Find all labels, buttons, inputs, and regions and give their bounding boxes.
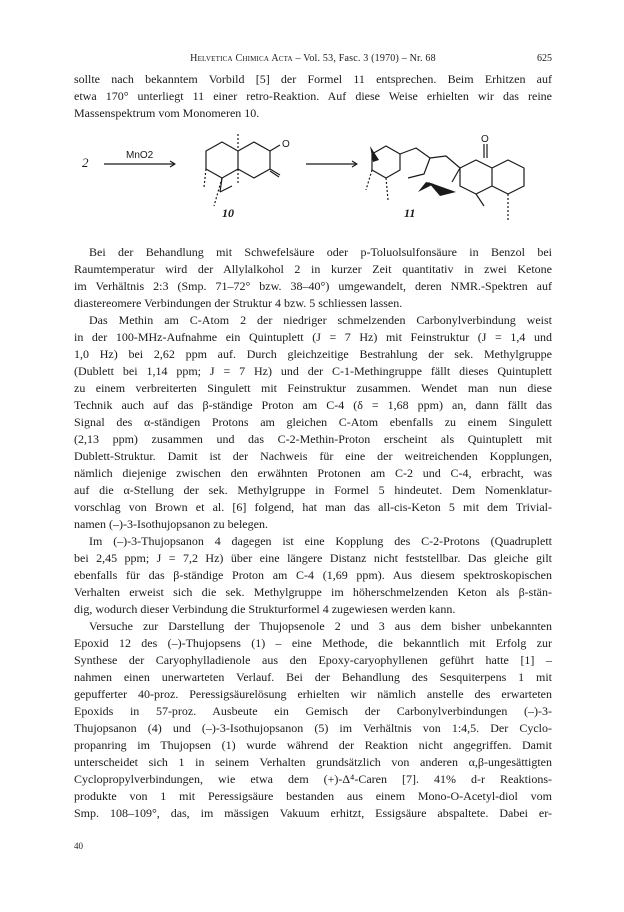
text-line: etwa 170° unterliegt 11 einer retro-Reaktion. Auf diese Weise erhielten wir das reine bbox=[74, 89, 552, 103]
folio-signature: 40 bbox=[74, 841, 83, 851]
text-line: Raumtemperatur wird der Allylalkohol 2 in kurzer Zeit quantitativ in zwei Ketone bbox=[74, 262, 552, 276]
text-line: produkte von 1 mit Peressigsäure bestanden aus einem Mono-O-Acetyl-diol vom bbox=[74, 789, 552, 803]
text-line: im Verhältnis 2:3 (Smp. 71–72° bzw. 38–40°) umgewandelt, deren NMR.-Spektren auf bbox=[74, 279, 552, 293]
text-line: unterscheidet sich 1 in seinem Verhalten grundsätzlich von anderen α,β-ungesättigten bbox=[74, 755, 552, 769]
text-line: Massenspektrum vom Monomeren 10. bbox=[74, 106, 260, 120]
carbonyl-oxygen-10: O bbox=[282, 139, 290, 150]
text-line: (Dublett bei 1,14 ppm; J = 7 Hz) und der C-1-Methingruppe fällt dieses Quintuplett bbox=[74, 364, 552, 378]
text-line: ebenfalls für das β-ständige Proton am C-4 (1,69 ppm). Aus diesem spektroskopischen bbox=[74, 568, 552, 582]
journal-name: Helvetica Chimica Acta bbox=[190, 53, 293, 64]
text-line: (2,13 ppm) zusammen und das C-2-Methin-Proton erscheint als Quintuplett mit bbox=[74, 432, 552, 446]
text-line: vorschlag von Brown et al. [6] folgend, hat man das all-cis-Keton 5 mit dem Trivial- bbox=[74, 500, 552, 514]
running-header bbox=[74, 53, 552, 67]
text-line: Verhalten erweist sich die sek. Methylgruppe im höherschmelzenden Keton als β-stän- bbox=[74, 585, 552, 599]
text-line: diastereomere Verbindungen der Struktur 4 bzw. 5 schliessen lassen. bbox=[74, 296, 403, 310]
carbonyl-oxygen-11: O bbox=[481, 134, 489, 145]
reactant-label: 2 bbox=[82, 155, 89, 170]
text-line: Signal des α-ständigen Protons am gleichen C-Atom ebenfalls zu einem Singulett bbox=[74, 415, 552, 429]
text-line: Epoxid 12 des (–)-Thujopsens (1) – eine Methode, die bekanntlich mit Erfolg zur bbox=[74, 636, 552, 650]
text-line: Smp. 108–109°, das, im mässigen Vakuum erhitzt, Essigsäure abspaltete. Dabei er- bbox=[74, 806, 552, 820]
reagent-label: MnO2 bbox=[126, 150, 154, 161]
text-line: Bei der Behandlung mit Schwefelsäure oder p-Toluolsulfonsäure in Benzol bei bbox=[89, 245, 552, 259]
text-line: auf die α-Stellung der sek. Methylgruppe in Formel 5 hindeutet. Dem Nomenklatur- bbox=[74, 483, 552, 497]
text-line: Thujopsanon (4) und (–)-3-Isothujopsanon (5) im Verhältnis von 1:4,5. Der Cyclo- bbox=[74, 721, 552, 735]
issue-info: – Vol. 53, Fasc. 3 (1970) – Nr. 68 bbox=[292, 53, 436, 64]
running-title bbox=[74, 53, 552, 64]
reaction-scheme bbox=[74, 134, 552, 240]
text-line: nahmen einen unerwarteten Verlauf. Bei der Behandlung des Sesquiterpens 1 mit bbox=[74, 670, 552, 684]
text-line: zu einem verbreiterten Singulett mit Feinstruktur zusammen. Wendet man nun diese bbox=[74, 381, 552, 395]
text-line: Im (–)-3-Thujopsanon 4 dagegen ist eine Kopplung des C-2-Protons (Quadruplett bbox=[89, 534, 552, 548]
text-line: Dublett-Struktur. Damit ist der Nachweis für eine der weitreichenden Kopplungen, bbox=[74, 449, 552, 463]
text-line: nämlich diejenige zwischen den erwähnten Protonen am C-2 und C-4, erbracht, was bbox=[74, 466, 552, 480]
text-line: Synthese der Caryophylladienole aus den Epoxy-caryophyllenen geführt hatte [1] – bbox=[74, 653, 552, 667]
text-line: Epoxids in 57-proz. Ausbeute ein Gemisch der Carbonylverbindungen (–)-3- bbox=[74, 704, 552, 718]
text-line: propanring im Thujopsen (1) wurde während der Reaktion nicht angegriffen. Damit bbox=[74, 738, 552, 752]
structure-11 bbox=[366, 144, 524, 220]
text-line: Technik auch auf das β-ständige Proton am C-4 (δ = 1,68 ppm) an, dann fällt das bbox=[74, 398, 552, 412]
page-number: 625 bbox=[537, 53, 552, 64]
compound-label-11: 11 bbox=[404, 206, 416, 220]
text-line: bei 2,45 ppm; J = 7,2 Hz) über eine längere Distanz nicht feststellbar. Das gleiche gilt bbox=[74, 551, 552, 565]
text-line: 1,0 Hz) bei 2,62 ppm auf. Durch gleichzeitige Bestrahlung der sek. Methylgruppe bbox=[74, 347, 552, 361]
text-line: in der 100-MHz-Aufnahme ein Quintuplett (J = 7 Hz) mit Feinstruktur (J = 1,4 und bbox=[74, 330, 552, 344]
structure-10 bbox=[204, 134, 280, 206]
compound-label-10: 10 bbox=[222, 206, 234, 220]
text-line: dig, wodurch dieser Verbindung die Strukturformel 4 zugewiesen werden kann. bbox=[74, 602, 456, 616]
text-line: sollte nach bekanntem Vorbild [5] der Formel 11 entsprechen. Beim Erhitzen auf bbox=[74, 72, 552, 86]
text-line: Cyclopropylverbindungen, wie etwa dem (+)-Δ⁴-Caren [7]. 41% d-r Reaktions- bbox=[74, 772, 552, 786]
text-line: Das Methin am C-Atom 2 der niedriger schmelzenden Carbonylverbindung weist bbox=[89, 313, 552, 327]
text-line: Versuche zur Darstellung der Thujopsenole 2 und 3 aus dem bisher unbekannten bbox=[89, 619, 552, 633]
text-line: namen (–)-3-Isothujopsanon zu belegen. bbox=[74, 517, 268, 531]
text-line: gepufferter 40-proz. Peressigsäurelösung erhielten wir nämlich anstelle des erwarteten bbox=[74, 687, 552, 701]
